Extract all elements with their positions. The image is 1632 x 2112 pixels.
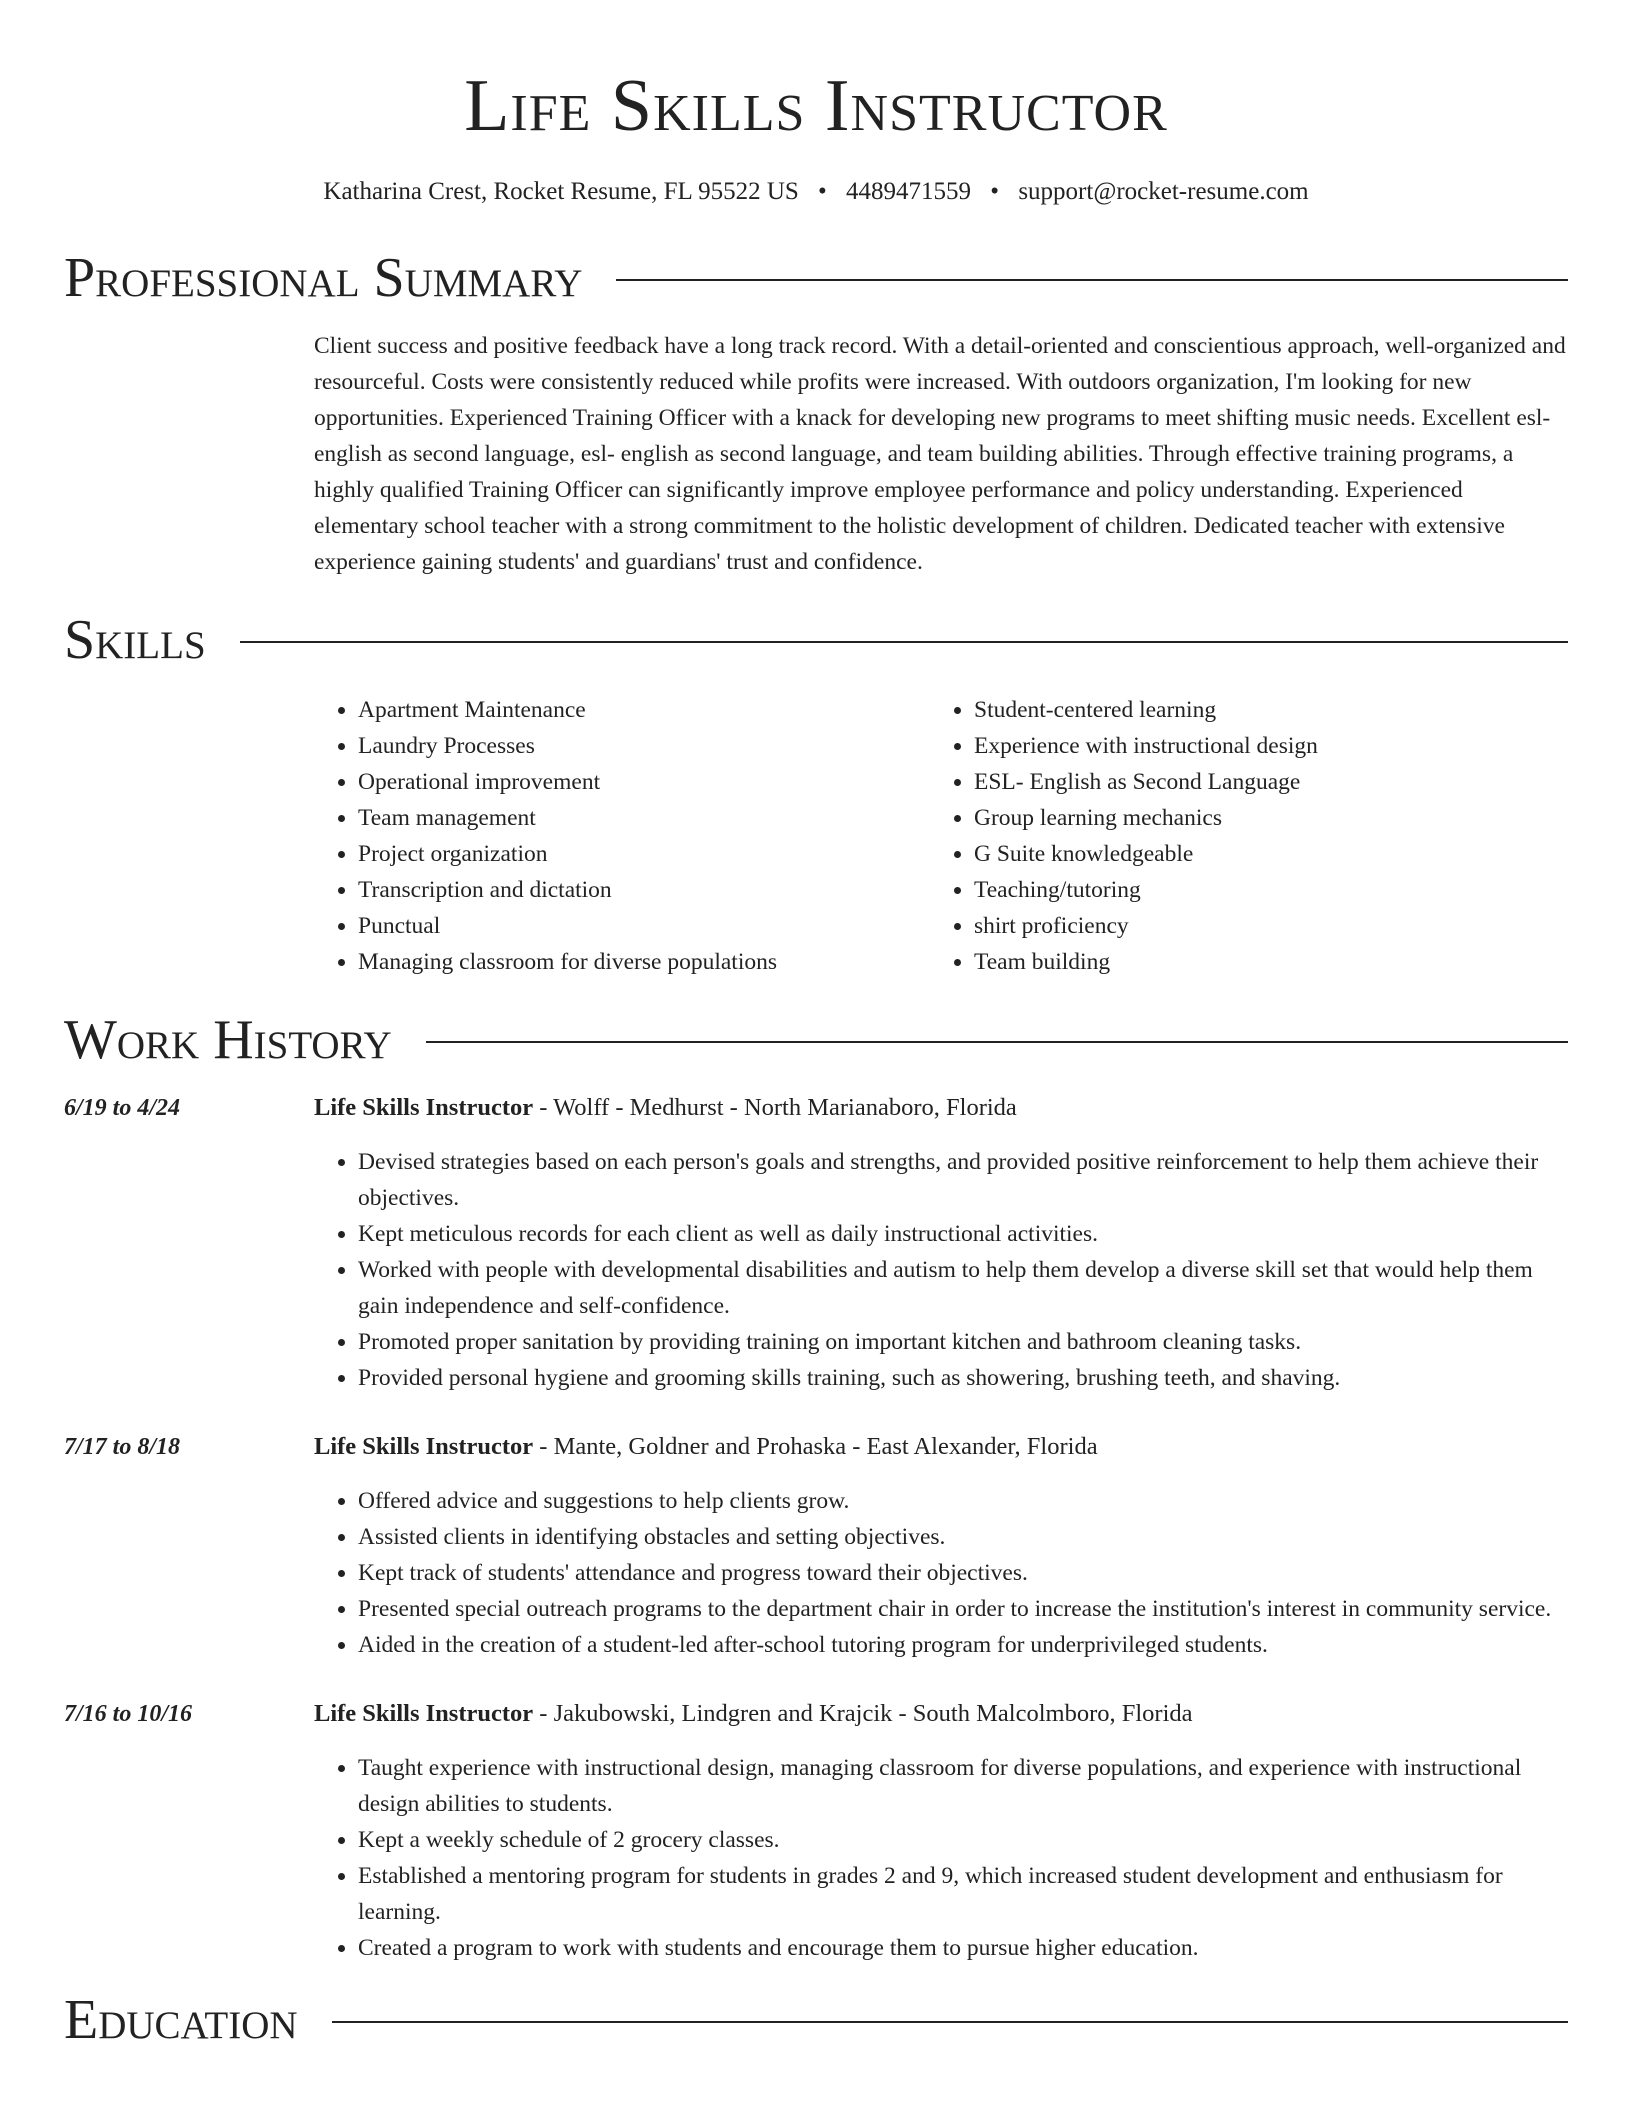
job-dates: 6/19 to 4/24: [64, 1095, 181, 1121]
skills-column-right: [930, 692, 1546, 980]
skills-list: [314, 692, 1568, 980]
job-employer: - Jakubowski, Lindgren and Krajcik - South Malcolmboro, Florida: [533, 1700, 1193, 1727]
job-heading: [314, 1429, 1568, 1465]
job-entry: [64, 1090, 1568, 1396]
job-body: [314, 1090, 1568, 1396]
contact-line: [64, 176, 1568, 208]
skill-item: • Experience with instructional design: [974, 728, 1546, 764]
job-entry: [64, 1696, 1568, 1966]
skill-item: • Apartment Maintenance: [358, 692, 930, 728]
job-heading: [314, 1090, 1568, 1126]
job-bullet: • Presented special outreach programs to the department chair in order to increase the institution's interest in community service.: [358, 1591, 1568, 1627]
contact-phone: 4489471559: [846, 178, 972, 205]
summary-heading: Professional Summary: [64, 247, 583, 309]
job-bullets: [314, 1750, 1568, 1966]
skill-item: • Student-centered learning: [974, 692, 1546, 728]
skill-item: • Team management: [358, 800, 930, 836]
section-divider: [332, 2021, 1568, 2023]
job-bullet: • Provided personal hygiene and grooming skills training, such as showering, brushing teeth, and shaving.: [358, 1360, 1568, 1396]
job-bullet: • Established a mentoring program for students in grades 2 and 9, which increased student development and enthusiasm for learning.: [358, 1858, 1568, 1930]
skill-item: • shirt proficiency: [974, 908, 1546, 944]
job-bullet: • Aided in the creation of a student-led after-school tutoring program for underprivileged students.: [358, 1627, 1568, 1663]
job-bullet: • Worked with people with developmental disabilities and autism to help them develop a diverse skill set that would help them gain independence and self-confidence.: [358, 1252, 1568, 1324]
section-divider: [616, 279, 1568, 281]
job-bullet: • Kept a weekly schedule of 2 grocery classes.: [358, 1822, 1568, 1858]
job-bullet: • Kept meticulous records for each client as well as daily instructional activities.: [358, 1216, 1568, 1252]
skill-item: • Transcription and dictation: [358, 872, 930, 908]
summary-section-header: [64, 246, 1568, 310]
education-heading: Education: [64, 1989, 298, 2051]
skill-item: • ESL- English as Second Language: [974, 764, 1546, 800]
skill-item: • Punctual: [358, 908, 930, 944]
job-bullet: • Taught experience with instructional design, managing classroom for diverse populations, and experience with instructional design abilities to students.: [358, 1750, 1568, 1822]
summary-text: Client success and positive feedback have a long track record. With a detail-oriented and conscientious approach, well-organized and resourceful. Costs were consistently reduced while profits were increased. With outdoors organization, I'm looking for new opportunities. Experienced Training Officer with a knack for developing new programs to meet shifting music needs. Excellent esl- english as second language, esl- english as second language, and team building abilities. Through effective training programs, a highly qualified Training Officer can significantly improve employee performance and policy understanding. Experienced elementary school teacher with a strong commitment to the holistic development of children. Dedicated teacher with extensive experience gaining students' and guardians' trust and confidence.: [314, 333, 1566, 575]
work-section-header: [64, 1008, 1568, 1072]
skills-column-left: [314, 692, 930, 980]
skill-item: • Teaching/tutoring: [974, 872, 1546, 908]
skill-item: • Group learning mechanics: [974, 800, 1546, 836]
section-divider: [426, 1041, 1568, 1043]
skill-item: • Managing classroom for diverse populations: [358, 944, 930, 980]
contact-separator: •: [990, 178, 1000, 205]
job-bullet: • Assisted clients in identifying obstacles and setting objectives.: [358, 1519, 1568, 1555]
job-title: Life Skills Instructor: [314, 1094, 534, 1121]
job-title: Life Skills Instructor: [314, 1433, 534, 1460]
job-bullet: • Kept track of students' attendance and progress toward their objectives.: [358, 1555, 1568, 1591]
skill-item: • Project organization: [358, 836, 930, 872]
job-body: [314, 1429, 1568, 1663]
skill-item: • G Suite knowledgeable: [974, 836, 1546, 872]
job-bullets: [314, 1483, 1568, 1663]
job-title: Life Skills Instructor: [314, 1700, 534, 1727]
resume-title: Life Skills Instructor: [464, 65, 1168, 147]
job-employer: - Mante, Goldner and Prohaska - East Alexander, Florida: [533, 1433, 1098, 1460]
job-bullets: [314, 1144, 1568, 1396]
job-employer: - Wolff - Medhurst - North Marianaboro, Florida: [533, 1094, 1017, 1121]
skill-item: • Team building: [974, 944, 1546, 980]
work-heading: Work History: [64, 1009, 392, 1071]
skill-item: • Operational improvement: [358, 764, 930, 800]
job-heading: [314, 1696, 1568, 1732]
job-bullet: • Created a program to work with students and encourage them to pursue higher education.: [358, 1930, 1568, 1966]
skill-item: • Laundry Processes: [358, 728, 930, 764]
contact-email: support@rocket-resume.com: [1018, 178, 1309, 205]
contact-separator: •: [818, 178, 827, 205]
job-entry: [64, 1429, 1568, 1663]
job-bullet: • Devised strategies based on each person's goals and strengths, and provided positive reinforcement to help them achieve their objectives.: [358, 1144, 1568, 1216]
skills-heading: Skills: [64, 609, 206, 671]
job-dates: 7/17 to 8/18: [64, 1434, 181, 1460]
job-body: [314, 1696, 1568, 1966]
education-section-header: [64, 1988, 1568, 2052]
contact-address: Katharina Crest, Rocket Resume, FL 95522 US: [323, 178, 799, 205]
job-bullet: • Offered advice and suggestions to help clients grow.: [358, 1483, 1568, 1519]
section-divider: [240, 641, 1568, 643]
skills-section-header: [64, 608, 1568, 672]
job-bullet: • Promoted proper sanitation by providing training on important kitchen and bathroom cleaning tasks.: [358, 1324, 1568, 1360]
job-dates: 7/16 to 10/16: [64, 1701, 193, 1727]
